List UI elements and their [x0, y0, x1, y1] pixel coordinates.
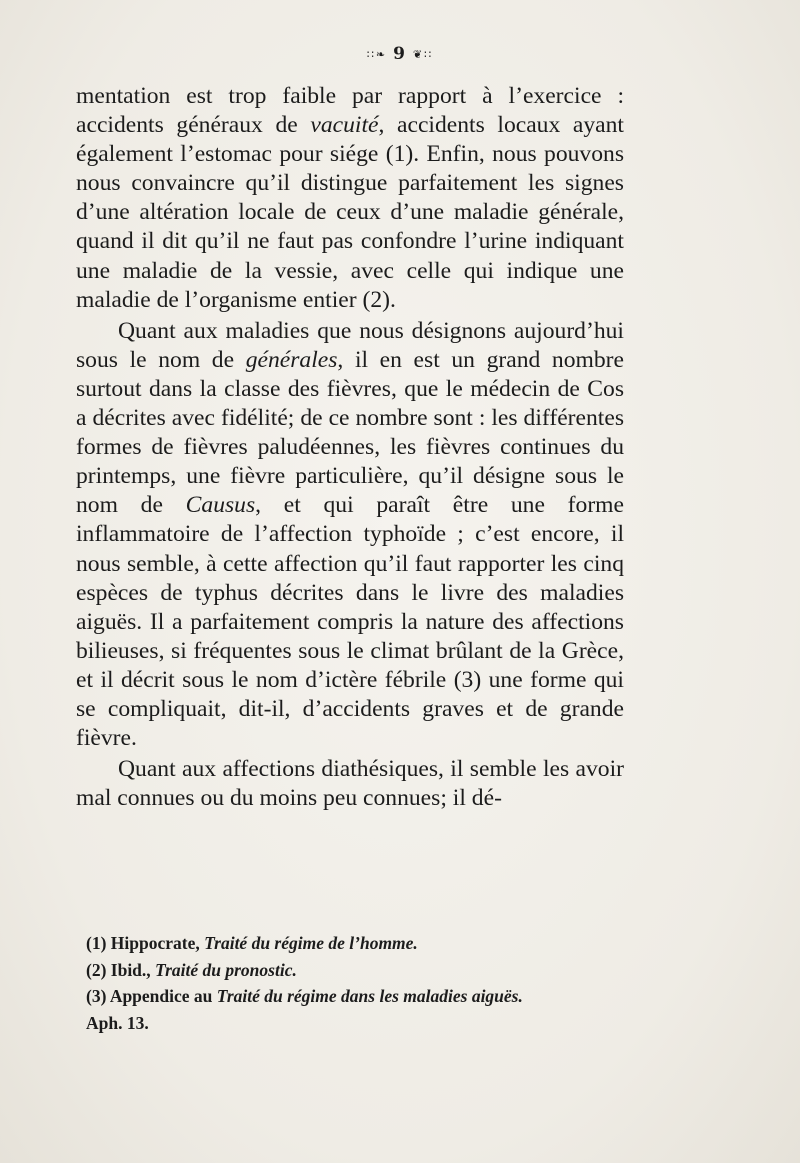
text-run: Aph. 13.	[86, 1012, 149, 1033]
footnotes	[86, 930, 646, 1036]
italic-text: Causus	[185, 492, 256, 519]
footnote	[86, 983, 646, 1010]
paragraph	[76, 317, 624, 753]
ornament-left: ∷❧	[366, 48, 388, 61]
page-header	[0, 44, 800, 64]
text-run: (1) Hippocrate,	[86, 933, 205, 953]
page-number: 9	[393, 44, 407, 64]
footnote	[86, 930, 646, 957]
text-run: , et qui paraît être une forme inflammatoire de l’affection typhoïde ; c’est encore, il nous semble, à cette affection qu’il faut rapporter les cinq espèces de typhus décrites dans le livre des maladies aiguës. Il a parfaitement compris la nature des affections bilieuses, si fréquentes sous le climat brûlant de la Grèce, et il décrit sous le nom d’ictère fébrile (3) une forme qui se compliquait, dit-il, d’accidents graves et de grande fièvre.	[76, 492, 624, 752]
italic-text: générales	[245, 346, 338, 373]
paragraph	[76, 82, 624, 315]
body-text	[76, 82, 624, 813]
text-run: Quant aux affections diathésiques, il semble les avoir mal connues ou du moins peu connues; il dé-	[76, 756, 624, 812]
italic-text: Traité du régime dans les maladies aiguës.	[216, 986, 523, 1006]
text-run: (3) Appendice au	[86, 986, 217, 1006]
text-run: , accidents locaux ayant également l’estomac pour siége (1). Enfin, nous pouvons nous convaincre qu’il distingue parfaitement les signes d’une altération locale de ceux d’une maladie générale, quand il dit qu’il ne faut pas confondre l’urine indiquant une maladie de la vessie, avec celle qui indique une maladie de l’organisme entier (2).	[76, 112, 624, 313]
footnote-continuation	[86, 1010, 646, 1037]
italic-text: Traité du régime de l’homme.	[204, 933, 418, 953]
ornament-right: ❦∷	[412, 48, 434, 61]
paragraph	[76, 755, 624, 813]
text-run: (2) Ibid.,	[86, 959, 156, 980]
text-run: Quant aux maladies que nous désignons aujourd’hui sous le nom de	[76, 317, 624, 373]
italic-text: vacuité	[310, 112, 379, 139]
text-run: , il en est un grand nombre surtout dans la classe des fièvres, que le médecin de Cos a décrites avec fidélité; de ce nombre sont : les différentes formes de fièvres paludéennes, les fièvres continues du printemps, une fièvre particulière, qu’il désigne sous le nom de	[76, 346, 625, 519]
italic-text: Traité du pronostic.	[155, 959, 297, 980]
text-run: mentation est trop faible par rapport à l’exercice : accidents généraux de	[76, 83, 624, 139]
footnote	[86, 957, 646, 984]
